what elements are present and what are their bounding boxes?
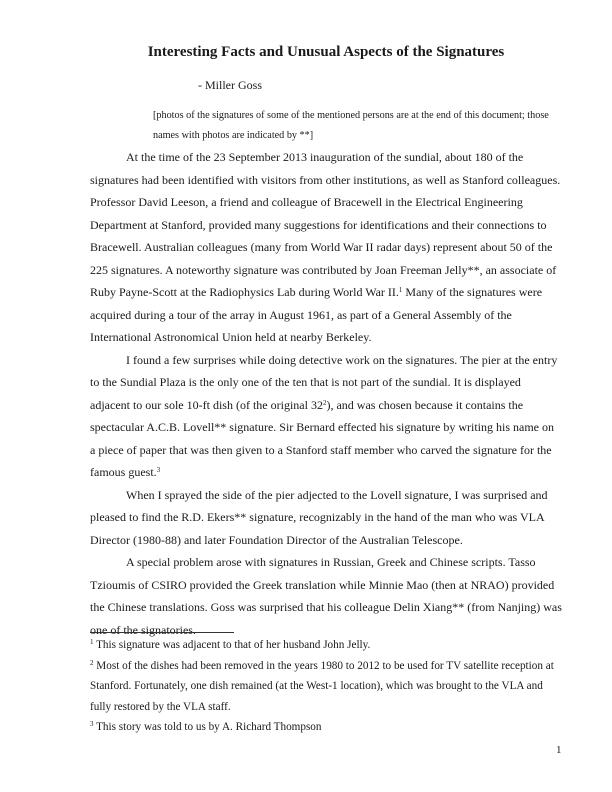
body-text xyxy=(90,146,562,641)
paragraph-3 xyxy=(90,484,562,552)
footnote-separator xyxy=(90,632,234,633)
document-title: Interesting Facts and Unusual Aspects of the Signatures xyxy=(147,44,505,60)
paragraph-1 xyxy=(90,146,562,349)
paragraph-text: I found a few surprises while doing detective work on the signatures. The pier at the entry to the Sundial Plaza is the only one of the ten that is not part of the sundial. It is displayed adjacent to our sole 10-ft dish (of the original 32 xyxy=(90,352,558,412)
author-line: - Miller Goss xyxy=(198,78,262,92)
footnote-1 xyxy=(90,635,562,656)
footnote-text: This signature was adjacent to that of her husband John Jelly. xyxy=(93,639,371,651)
paragraph-text: A special problem arose with signatures in Russian, Greek and Chinese scripts. Tasso Tzioumis of CSIRO provided the Greek translation while Minnie Mao (then at NRAO) provided the Chinese translations. Goss was surprised that his colleague Delin Xiang** (from Nanjing) was one of the signatories. xyxy=(90,555,562,637)
footnote-ref[interactable]: 3 xyxy=(156,466,161,474)
footnote-3 xyxy=(90,717,562,738)
footnote-number: 1 xyxy=(90,638,94,646)
paragraph-text: ), and was chosen because it contains the spectacular A.C.B. Lovell** signature. Sir Bernard effected his signature by writing his name on a piece of paper that was then given to a Stanford staff member who carved the signature for the famous guest. xyxy=(90,397,554,479)
footnote-number: 3 xyxy=(90,720,94,729)
footnote-text: Most of the dishes had been removed in the years 1980 to 2012 to be used for TV satellite reception at Stanford. Fortunately, one dish remained (at the West-1 location), which was brought to the VLA and fully restored by the VLA staff. xyxy=(90,659,554,713)
footnotes xyxy=(90,635,562,738)
page-number: 1 xyxy=(556,744,562,756)
paragraph-2 xyxy=(90,349,562,484)
paragraph-4 xyxy=(90,551,562,641)
paragraph-text: At the time of the 23 September 2013 inauguration of the sundial, about 180 of the signatures had been identified with visitors from other institutions, as well as Stanford colleagues. Professor David Leeson, a friend and colleague of Bracewell in the Electrical Engineering Department at Stanford, provided many suggestions for identifications and their connections to Bracewell. Australian colleagues (many from World War II radar days) represent about 50 of the 225 signatures. A noteworthy signature was contributed by Joan Freeman Jelly**, an associate of Ruby Payne-Scott at the Radiophysics Lab during World War II. xyxy=(90,150,561,299)
footnote-ref[interactable]: 1 xyxy=(398,286,403,294)
footnote-ref[interactable]: 2 xyxy=(322,398,327,407)
footnote-2 xyxy=(90,656,562,718)
paragraph-text: Many of the signatures were acquired during a tour of the array in August 1961, as part of a General Assembly of the International Astronomical Union held at nearby Berkeley. xyxy=(90,285,543,344)
photo-note: [photos of the signatures of some of the mentioned persons are at the end of this document; those names with photos are indicated by **] xyxy=(153,110,549,141)
footnote-text: This story was told to us by A. Richard Thompson xyxy=(93,721,322,734)
paragraph-text: When I sprayed the side of the pier adjected to the Lovell signature, I was surprised and pleased to find the R.D. Ekers** signature, recognizably in the hand of the man who was VLA Director (1980-88) and later Foundation Director of the Australian Telescope. xyxy=(90,487,548,547)
footnote-number: 2 xyxy=(90,658,94,667)
